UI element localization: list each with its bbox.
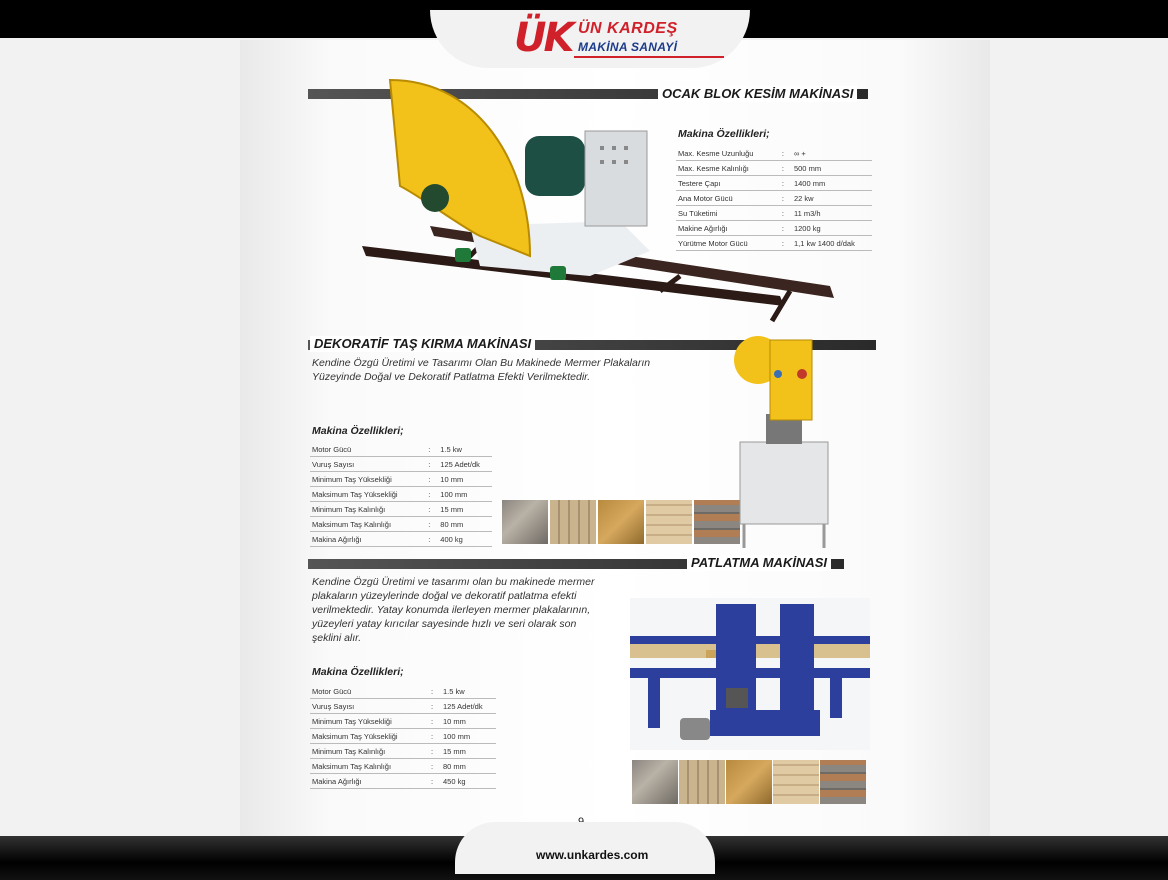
section2-title: DEKORATİF TAŞ KIRMA MAKİNASI: [310, 336, 535, 352]
table-row: Max. Kesme Kalınlığı : 500 mm: [676, 161, 872, 176]
spec-value: 80 mm: [438, 517, 492, 532]
section1-spec-title: Makina Özellikleri;: [678, 128, 770, 140]
table-row: Su Tüketimi : 11 m3/h: [676, 206, 872, 221]
spec-value: 22 kw: [792, 191, 872, 206]
spec-label: Maksimum Taş Yüksekliği: [310, 729, 423, 744]
spec-value: 1,1 kw 1400 d/dak: [792, 236, 872, 251]
spec-value: 80 mm: [441, 759, 496, 774]
website-link[interactable]: www.unkardes.com: [530, 848, 654, 862]
section1-spec-table: [676, 146, 872, 251]
section2-description: Kendine Özgü Üretimi ve Tasarımı Olan Bu Makinede Mermer Plakaların Yüzeyinde Doğal ve Dekoratif Patlatma Efekti Verilmektedir.: [312, 357, 651, 383]
spec-label: Makine Ağırlığı: [676, 221, 774, 236]
spec-value: 10 mm: [438, 472, 492, 487]
spec-label: Maksimum Taş Kalınlığı: [310, 759, 423, 774]
spec-value: 100 mm: [438, 487, 492, 502]
spec-value: 100 mm: [441, 729, 496, 744]
spec-label: Maksimum Taş Yüksekliği: [310, 487, 420, 502]
spec-value: 125 Adet/dk: [441, 699, 496, 714]
section2-spec-table: [310, 442, 492, 547]
logo-name-line2: MAKİNA SANAYİ: [578, 40, 678, 54]
spec-label: Vuruş Sayısı: [310, 699, 423, 714]
stone-breaking-machine-image: [730, 330, 840, 552]
spec-label: Max. Kesme Kalınlığı: [676, 161, 774, 176]
section1-title: OCAK BLOK KESİM MAKİNASI: [658, 86, 857, 102]
section2-spec-title: Makina Özellikleri;: [312, 425, 404, 437]
table-row: Motor Gücü : 1.5 kw: [310, 684, 496, 699]
spec-value: 500 mm: [792, 161, 872, 176]
table-row: Ana Motor Gücü : 22 kw: [676, 191, 872, 206]
spec-value: 1.5 kw: [438, 442, 492, 457]
table-row: Testere Çapı : 1400 mm: [676, 176, 872, 191]
table-row: Makine Ağırlığı : 1200 kg: [676, 221, 872, 236]
section3-spec-table: [310, 684, 496, 789]
spec-value: 1.5 kw: [441, 684, 496, 699]
logo-underline: [574, 56, 724, 58]
section3-spec-title: Makina Özellikleri;: [312, 666, 404, 678]
table-row: Vuruş Sayısı : 125 Adet/dk: [310, 457, 492, 472]
table-row: Makina Ağırlığı : 450 kg: [310, 774, 496, 789]
table-row: Maksimum Taş Yüksekliği : 100 mm: [310, 729, 496, 744]
table-row: Minimum Taş Yüksekliği : 10 mm: [310, 472, 492, 487]
table-row: Maksimum Taş Kalınlığı : 80 mm: [310, 759, 496, 774]
spec-label: Su Tüketimi: [676, 206, 774, 221]
spec-label: Minimum Taş Yüksekliği: [310, 472, 420, 487]
spec-label: Yürütme Motor Gücü: [676, 236, 774, 251]
spec-value: 11 m3/h: [792, 206, 872, 221]
spec-value: 15 mm: [438, 502, 492, 517]
spec-value: 10 mm: [441, 714, 496, 729]
stone-sample-image: [632, 760, 678, 804]
spec-label: Testere Çapı: [676, 176, 774, 191]
spec-label: Motor Gücü: [310, 442, 420, 457]
table-row: Max. Kesme Uzunluğu : ∞ +: [676, 146, 872, 161]
spec-value: ∞ +: [792, 146, 872, 161]
table-row: Makina Ağırlığı : 400 kg: [310, 532, 492, 547]
table-row: Maksimum Taş Kalınlığı : 80 mm: [310, 517, 492, 532]
table-row: Maksimum Taş Yüksekliği : 100 mm: [310, 487, 492, 502]
spec-label: Vuruş Sayısı: [310, 457, 420, 472]
spec-value: 15 mm: [441, 744, 496, 759]
spec-value: 125 Adet/dk: [438, 457, 492, 472]
spec-label: Minimum Taş Yüksekliği: [310, 714, 423, 729]
table-row: Minimum Taş Yüksekliği : 10 mm: [310, 714, 496, 729]
spec-label: Minimum Taş Kalınlığı: [310, 502, 420, 517]
stone-sample-image: [502, 500, 548, 544]
spec-label: Max. Kesme Uzunluğu: [676, 146, 774, 161]
table-row: Minimum Taş Kalınlığı : 15 mm: [310, 744, 496, 759]
stone-sample-image: [773, 760, 819, 804]
stone-sample-image: [679, 760, 725, 804]
logo-name-line1: ÜN KARDEŞ: [578, 20, 678, 37]
patlatma-machine-image: [630, 598, 870, 750]
spec-label: Makina Ağırlığı: [310, 774, 423, 789]
spec-value: 1200 kg: [792, 221, 872, 236]
stone-sample-image: [820, 760, 866, 804]
spec-label: Makina Ağırlığı: [310, 532, 420, 547]
spec-label: Maksimum Taş Kalınlığı: [310, 517, 420, 532]
spec-value: 400 kg: [438, 532, 492, 547]
table-row: Motor Gücü : 1.5 kw: [310, 442, 492, 457]
spec-label: Ana Motor Gücü: [676, 191, 774, 206]
stone-sample-image: [646, 500, 692, 544]
logo-mark: ÜK: [514, 15, 572, 61]
spec-label: Motor Gücü: [310, 684, 423, 699]
table-row: Minimum Taş Kalınlığı : 15 mm: [310, 502, 492, 517]
section3-description: Kendine Özgü Üretimi ve tasarımı olan bu makinede mermer plakaların yüzeylerinde doğal ve dekoratif patlatma efekti verilmektedir. Yatay konumda ilerleyen mermer plakalarının, yüzeyleri yatay kırıcılar sayesinde hızlı ve seri olarak son şeklini alır.: [312, 576, 595, 644]
stone-sample-image: [598, 500, 644, 544]
spec-value: 450 kg: [441, 774, 496, 789]
stone-sample-image: [726, 760, 772, 804]
table-row: Vuruş Sayısı : 125 Adet/dk: [310, 699, 496, 714]
table-row: Yürütme Motor Gücü : 1,1 kw 1400 d/dak: [676, 236, 872, 251]
section3-title: PATLATMA MAKİNASI: [687, 555, 831, 571]
spec-value: 1400 mm: [792, 176, 872, 191]
company-logo: [514, 14, 724, 62]
stone-sample-image: [550, 500, 596, 544]
spec-label: Minimum Taş Kalınlığı: [310, 744, 423, 759]
